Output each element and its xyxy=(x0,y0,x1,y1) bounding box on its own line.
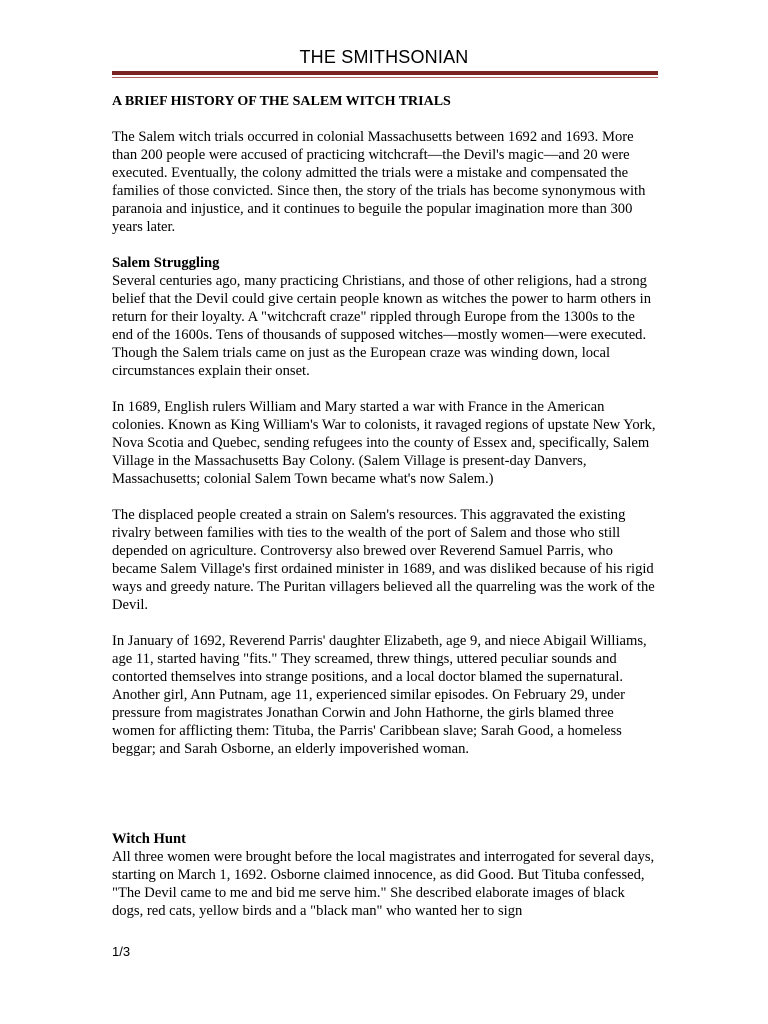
paragraph: In 1689, English rulers William and Mary started a war with France in the American colonies. Known as King William's War to colonists, it ravaged regions of upstate New York, Nova Scotia and Quebec, sending refugees into the county of Essex and, specifically, Salem Village in the Massachusetts Bay Colony. (Salem Village is present-day Danvers, Massachusetts; colonial Salem Town became what's now Salem.) xyxy=(112,399,656,487)
header-divider-thin xyxy=(112,77,658,78)
section-heading-salem-struggling: Salem Struggling xyxy=(112,255,220,271)
article-title: A BRIEF HISTORY OF THE SALEM WITCH TRIALS xyxy=(112,94,451,109)
paragraph: All three women were brought before the local magistrates and interrogated for several days, starting on March 1, 1692. Osborne claimed innocence, as did Good. But Tituba confessed, "The Devil came to me and bid me serve him." She described elaborate images of black dogs, red cats, yellow birds and a "black man" who wanted her to sign xyxy=(112,849,655,919)
article-body xyxy=(112,93,658,938)
publication-title: THE SMITHSONIAN xyxy=(299,47,469,67)
paragraph: The displaced people created a strain on Salem's resources. This aggravated the existing rivalry between families with ties to the wealth of the port of Salem and those who still depended on agriculture. Controversy also brewed over Reverend Samuel Parris, who became Salem Village's first ordained minister in 1689, and was disliked because of his rigid ways and greedy nature. The Puritan villagers believed all the quarreling was the work of the Devil. xyxy=(112,507,655,613)
paragraph: Several centuries ago, many practicing Christians, and those of other religions, had a strong belief that the Devil could give certain people known as witches the power to harm others in return for their loyalty. A "witchcraft craze" rippled through Europe from the 1300s to the end of the 1600s. Tens of thousands of supposed witches—mostly women—were executed. Though the Salem trials came on just as the European craze was winding down, local circumstances explain their onset. xyxy=(112,273,651,379)
header-divider xyxy=(112,71,658,75)
intro-paragraph: The Salem witch trials occurred in colonial Massachusetts between 1692 and 1693. More than 200 people were accused of practicing witchcraft—the Devil's magic—and 20 were executed. Eventually, the colony admitted the trials were a mistake and compensated the families of those convicted. Since then, the story of the trials has become synonymous with paranoia and injustice, and it continues to beguile the popular imagination more than 300 years later. xyxy=(112,129,646,235)
paragraph: In January of 1692, Reverend Parris' daughter Elizabeth, age 9, and niece Abigail Williams, age 11, started having "fits." They screamed, threw things, uttered peculiar sounds and contorted themselves into strange positions, and a local doctor blamed the supernatural. Another girl, Ann Putnam, age 11, experienced similar episodes. On February 29, under pressure from magistrates Jonathan Corwin and John Hathorne, the girls blamed three women for afflicting them: Tituba, the Parris' Caribbean slave; Sarah Good, a homeless beggar; and Sarah Osborne, an elderly impoverished woman. xyxy=(112,633,647,757)
section-spacer xyxy=(112,776,658,830)
page-number: 1/3 xyxy=(112,944,131,959)
section-heading-witch-hunt: Witch Hunt xyxy=(112,831,186,847)
